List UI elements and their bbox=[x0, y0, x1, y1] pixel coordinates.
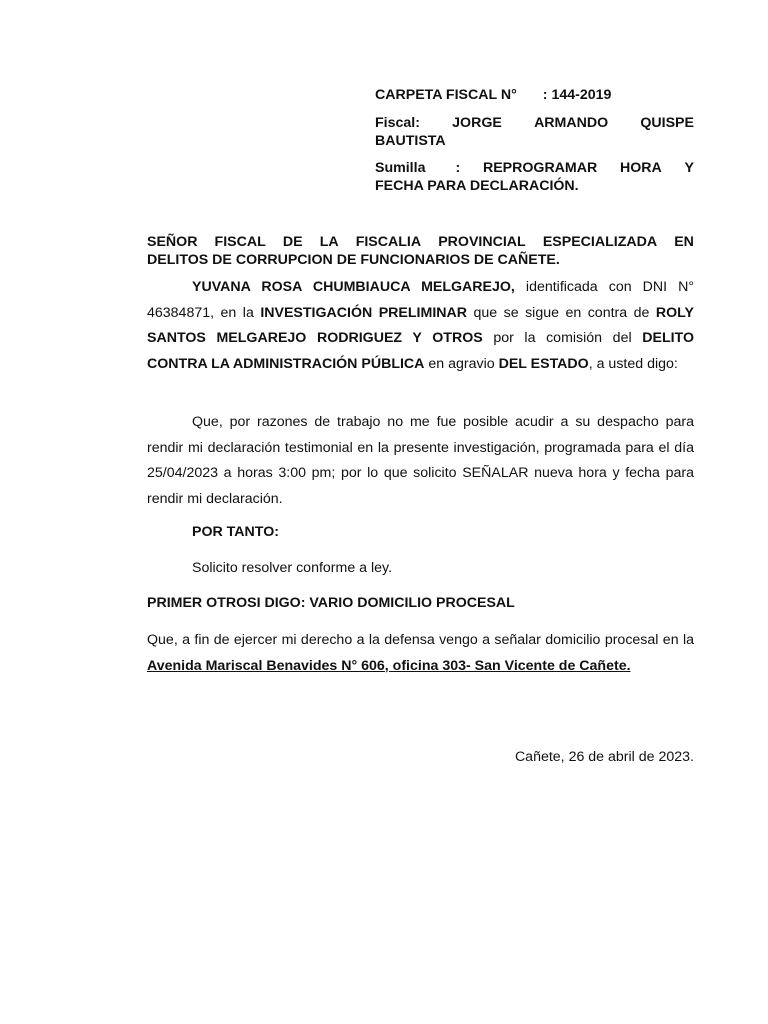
sumilla-line-1 bbox=[375, 159, 694, 177]
addressee-line-2: DELITOS DE CORRUPCION DE FUNCIONARIOS DE CAÑETE. bbox=[147, 252, 560, 268]
fiscal-label: Fiscal: bbox=[375, 115, 420, 131]
carpeta-fiscal-line bbox=[375, 86, 694, 104]
carpeta-fiscal-label: CARPETA FISCAL N° bbox=[375, 87, 517, 103]
carpeta-fiscal-number: : 144-2019 bbox=[542, 87, 612, 103]
sumilla-colon: : bbox=[455, 160, 461, 176]
intro-text: identificada con DNI N° 46384871, en la bbox=[147, 279, 694, 321]
fiscal-line-1 bbox=[375, 114, 694, 132]
fiscal-name-word: ARMANDO bbox=[534, 115, 609, 131]
addressee bbox=[147, 233, 694, 269]
addressee-word: FISCALIA bbox=[355, 234, 422, 250]
sumilla-label-text: Sumilla bbox=[375, 160, 426, 176]
intro-text: , a usted digo: bbox=[588, 355, 678, 372]
fiscal-name-word: QUISPE bbox=[640, 115, 694, 131]
sumilla-word: Y bbox=[684, 160, 694, 176]
addressee-word: FISCAL bbox=[214, 234, 266, 250]
addressee-line-1 bbox=[147, 233, 694, 251]
document-date: Cañete, 26 de abril de 2023. bbox=[514, 749, 694, 765]
sumilla-label bbox=[375, 159, 460, 177]
domicile-paragraph bbox=[147, 628, 694, 679]
fiscal-line-2: BAUTISTA bbox=[375, 133, 446, 149]
fiscal-block bbox=[375, 114, 694, 150]
sumilla-word: HORA bbox=[620, 160, 662, 176]
crime-description: DELITO CONTRA LA ADMINISTRACIÓN PÚBLICA bbox=[147, 330, 694, 372]
intro-text: que se sigue en contra de bbox=[467, 304, 656, 321]
addressee-word: ESPECIALIZADA bbox=[542, 234, 658, 250]
sumilla-line-2: FECHA PARA DECLARACIÓN. bbox=[375, 178, 579, 194]
addressee-word: SEÑOR bbox=[147, 234, 198, 250]
sumilla-word: REPROGRAMAR bbox=[482, 160, 598, 176]
sumilla-block bbox=[375, 159, 694, 195]
addressee-word: EN bbox=[674, 234, 694, 250]
intro-text: por la comisión del bbox=[482, 330, 643, 346]
investigation-type: INVESTIGACIÓN PRELIMINAR bbox=[260, 304, 467, 321]
request-paragraph: Que, por razones de trabajo no me fue posible acudir a su despacho para rendir mi declaración testimonial en la presente investigación, programada para el día 25/04/2023 a horas 3:00 pm; por lo que solicito SEÑALAR nueva hora y fecha para rendir mi declaración. bbox=[147, 414, 694, 507]
addressee-word: DE bbox=[282, 234, 303, 250]
por-tanto-heading: POR TANTO: bbox=[192, 524, 279, 540]
procedural-address: Avenida Mariscal Benavides N° 606, oficina 303- San Vicente de Cañete. bbox=[147, 657, 631, 674]
introduction-paragraph bbox=[147, 275, 694, 377]
aggrieved-party: DEL ESTADO bbox=[498, 355, 589, 372]
addressee-word: LA bbox=[319, 234, 339, 250]
domicile-text: Que, a fin de ejercer mi derecho a la defensa vengo a señalar domicilio procesal en la bbox=[147, 632, 694, 648]
fiscal-name-word: JORGE bbox=[452, 115, 502, 131]
otrosi-heading: PRIMER OTROSI DIGO: VARIO DOMICILIO PROCESAL bbox=[147, 595, 515, 611]
solicito-line: Solicito resolver conforme a ley. bbox=[192, 560, 393, 576]
petitioner-name: YUVANA ROSA CHUMBIAUCA MELGAREJO, bbox=[192, 279, 515, 295]
addressee-word: PROVINCIAL bbox=[438, 234, 526, 250]
intro-text: en agravio bbox=[424, 355, 499, 372]
accused-names: ROLY SANTOS MELGAREJO RODRIGUEZ Y OTROS bbox=[147, 304, 694, 346]
